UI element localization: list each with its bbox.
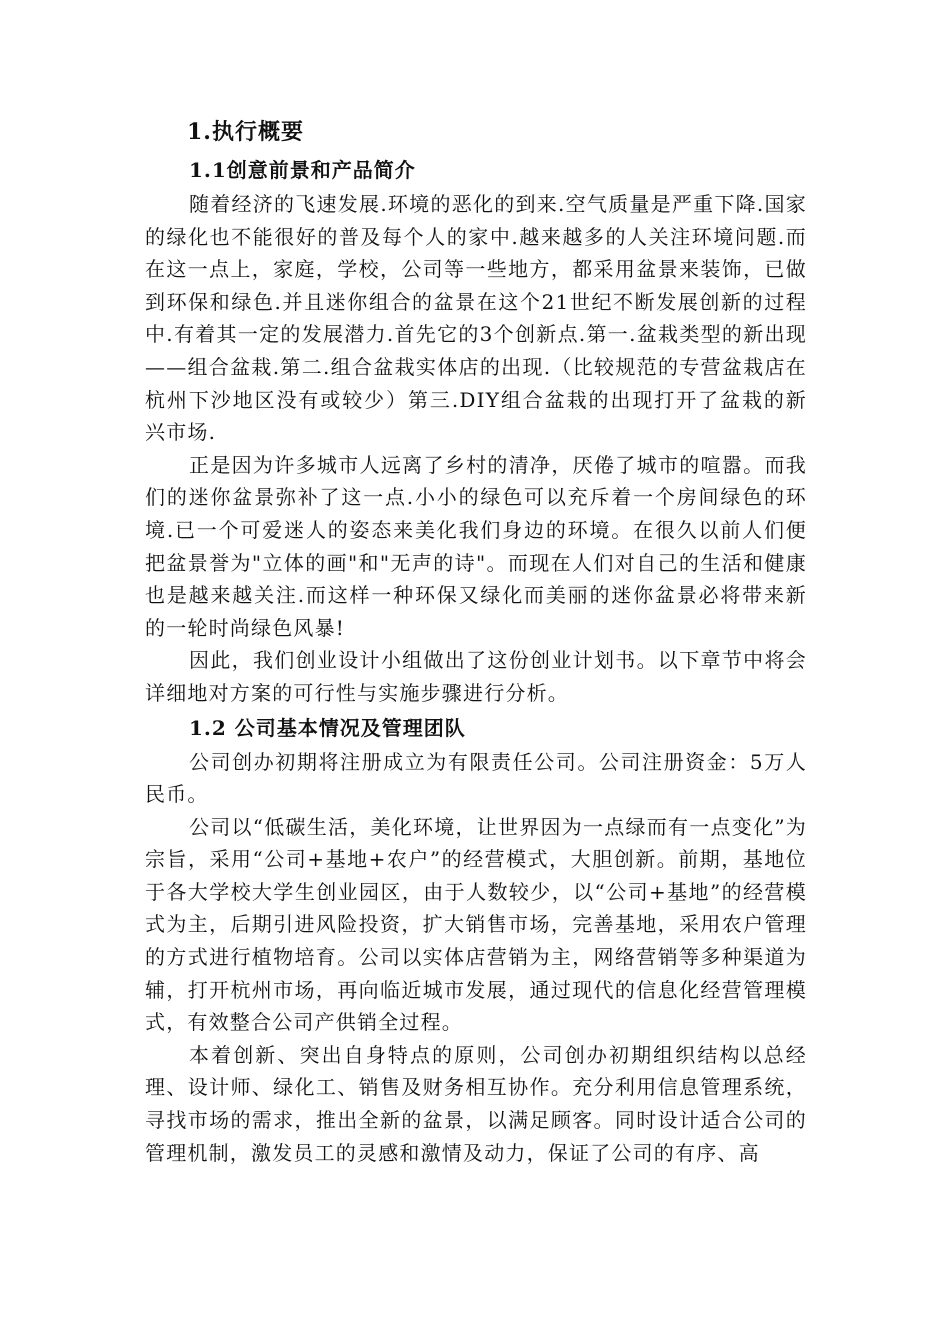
chapter-heading: 1.执行概要 (187, 119, 304, 145)
paragraph: 随着经济的飞速发展.环境的恶化的到来.空气质量是严重下降.国家的绿化也不能很好的普及每个人的家中.越来越多的人关注环境问题.而在这一点上，家庭，学校，公司等一些地方，都采用盆景来装饰，已做到环保和绿色.并且迷你组合的盆景在这个21世纪不断发展创新的过程中.有着其一定的发展潜力.首先它的3个创新点.第一.盆栽类型的新出现——组合盆栽.第二.组合盆栽实体店的出现.（比较规范的专营盆栽店在杭州下沙地区没有或较少）第三.DIY组合盆栽的出现打开了盆栽的新兴市场. (145, 192, 807, 445)
section-heading-1-2: 1.2 公司基本情况及管理团队 (189, 715, 466, 740)
section-heading-1-1: 1.1创意前景和产品简介 (189, 158, 416, 182)
paragraph: 公司以“低碳生活，美化环境，让世界因为一点绿而有一点变化”为宗旨，采用“公司+基地+农户”的经营模式，大胆创新。前期，基地位于各大学校大学生创业园区，由于人数较少，以“公司+基地”的经营模式为主，后期引进风险投资，扩大销售市场，完善基地，采用农户管理的方式进行植物培育。公司以实体店营销为主，网络营销等多种渠道为辅，打开杭州市场，再向临近城市发展，通过现代的信息化经营管理模式，有效整合公司产供销全过程。 (145, 814, 807, 1035)
document-page (145, 112, 807, 1169)
paragraph: 本着创新、突出自身特点的原则，公司创办初期组织结构以总经理、设计师、绿化工、销售及财务相互协作。充分利用信息管理系统，寻找市场的需求，推出全新的盆景，以满足顾客。同时设计适合公司的管理机制，激发员工的灵感和激情及动力，保证了公司的有序、高 (145, 1042, 807, 1165)
paragraph: 正是因为许多城市人远离了乡村的清净，厌倦了城市的喧嚣。而我们的迷你盆景弥补了这一点.小小的绿色可以充斥着一个房间绿色的环境.已一个可爱迷人的姿态来美化我们身边的环境。在很久以前人们便把盆景誉为"立体的画"和"无声的诗"。而现在人们对自己的生活和健康也是越来越关注.而这样一种环保又绿化而美丽的迷你盆景必将带来新的一轮时尚绿色风暴! (145, 452, 807, 640)
paragraph: 公司创办初期将注册成立为有限责任公司。公司注册资金：5万人民币。 (145, 749, 807, 807)
paragraph: 因此，我们创业设计小组做出了这份创业计划书。以下章节中将会详细地对方案的可行性与实施步骤进行分析。 (145, 648, 807, 705)
